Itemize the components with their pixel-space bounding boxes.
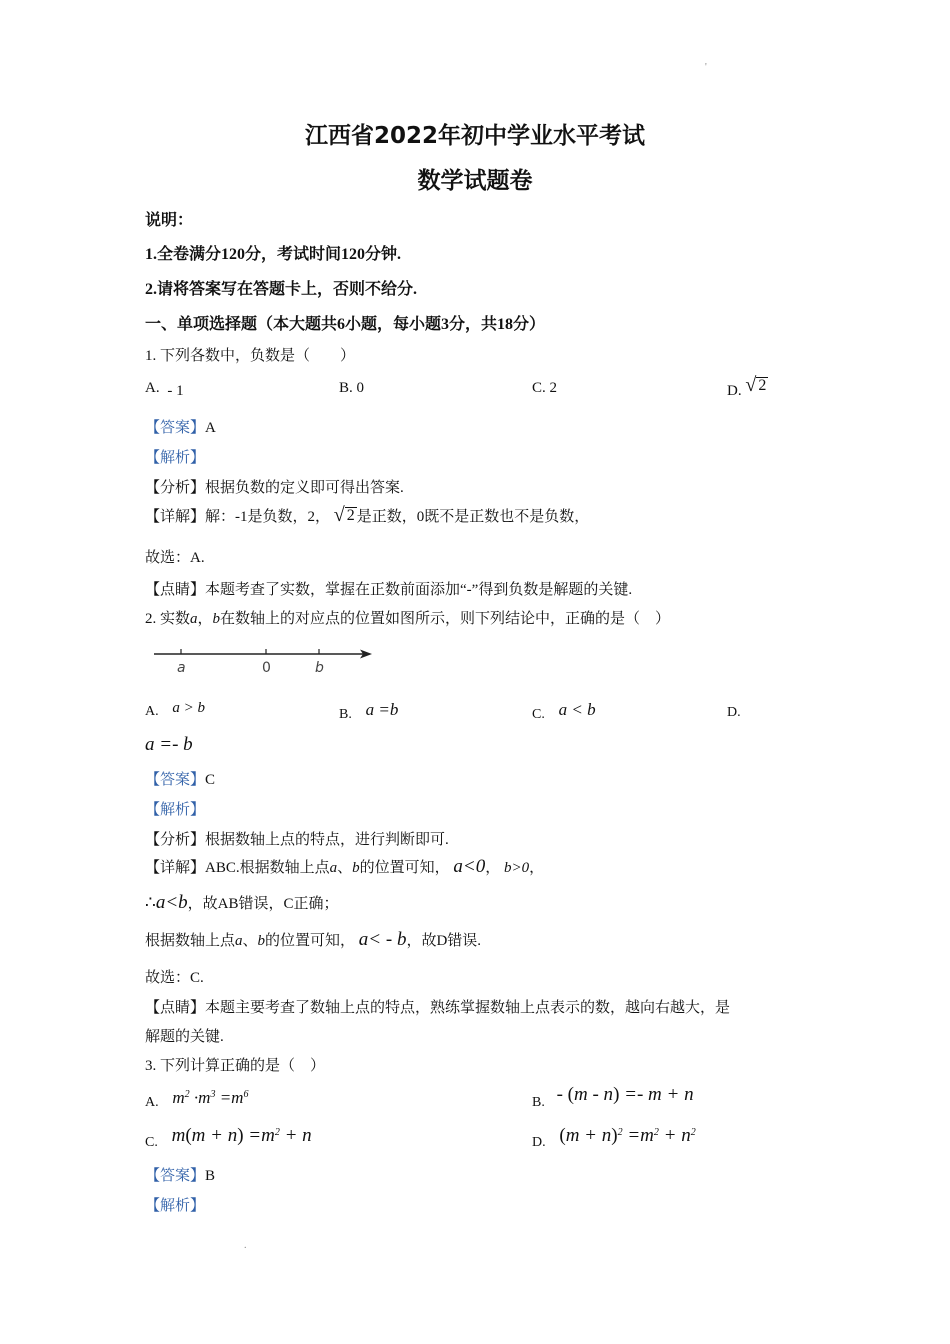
q1-option-d-label: D.	[727, 383, 742, 399]
q3-option-c-expr: $m(m + n) =m^2 + n$	[171, 1125, 312, 1146]
q2-xiangjie-3	[145, 929, 481, 951]
xiangjie-label: 【详解】	[145, 509, 206, 525]
q2-xj1-a: a	[329, 860, 338, 876]
q2-xj3-mid: 的位置可知，	[265, 933, 356, 949]
q2-option-d-label: D.	[727, 705, 741, 720]
q3-analysis-label: 【解析】	[145, 1198, 206, 1214]
q2-xj3-pre: 根据数轴上点	[145, 933, 236, 949]
q2-var-b: b	[212, 611, 221, 627]
q1-option-a-label: A.	[145, 380, 160, 396]
q3-option-d-label: D.	[532, 1135, 546, 1150]
q2-xj3-expr: a< - b	[358, 929, 407, 950]
q2-xj1-expr2: b>0	[503, 860, 530, 876]
q1-answer-value: A	[205, 420, 216, 436]
q1-fenxi-text: 根据负数的定义即可得出答案.	[205, 480, 404, 496]
q2-option-c	[532, 700, 596, 723]
answer-label: 【答案】	[145, 772, 206, 788]
q1-analysis-label: 【解析】	[145, 450, 206, 466]
q2-xiangjie-1	[145, 856, 544, 878]
q2-stem-post: 在数轴上的对应点的位置如图所示，则下列结论中，正确的是（ ）	[220, 611, 671, 627]
dianjing-label: 【点睛】	[145, 582, 206, 598]
q3-answer-value: B	[205, 1168, 216, 1184]
q2-option-a-label: A.	[145, 704, 159, 719]
q3-option-a-label: A.	[145, 1095, 159, 1110]
q3-option-a	[145, 1088, 248, 1108]
q2-option-b	[339, 700, 399, 723]
q1-option-a	[145, 380, 184, 397]
q1-stem: 1. 下列各数中，负数是（ ）	[145, 348, 356, 364]
q1-xiangjie	[145, 505, 589, 526]
q1-option-c: C. 2	[532, 380, 558, 396]
sqrt-symbol: √ 2	[333, 504, 355, 526]
q3-option-d-expr: $(m + n)^2 =m^2 + n^2$	[559, 1125, 696, 1146]
q3-answer	[145, 1164, 215, 1185]
q2-xj1-pre: ABC.根据数轴上点	[205, 860, 330, 876]
q1-xiangjie-post: 是正数，0既不是正数也不是负数，	[356, 509, 590, 525]
exam-title: 江西省2022年初中学业水平考试	[304, 123, 645, 149]
q2-xiangjie-2	[145, 892, 339, 914]
q3-option-c-label: C.	[145, 1135, 158, 1150]
q3-option-a-expr: $m^2 \cdot m^3 =m^6$	[172, 1088, 249, 1107]
q1-dianjing	[145, 578, 632, 599]
q2-var-a: a	[190, 611, 198, 627]
q1-choose: 故选：A.	[145, 550, 205, 566]
q2-option-c-label: C.	[532, 707, 545, 722]
q1-xiangjie-pre: 解：-1是负数，2，	[205, 509, 331, 525]
q1-xiangjie-radicand: 2	[346, 507, 355, 524]
q3-option-b	[532, 1084, 694, 1110]
q2-option-a-expr: a > b	[172, 700, 205, 716]
q2-option-b-label: B.	[339, 707, 352, 722]
section-heading: 一、单项选择题（本大题共6小题，每小题3分，共18分）	[145, 316, 546, 333]
q2-dianjing	[145, 996, 730, 1017]
q2-option-a	[145, 700, 205, 720]
therefore-symbol: ∴	[145, 893, 156, 912]
q1-option-a-value: - 1	[167, 383, 184, 399]
answer-label: 【答案】	[145, 420, 206, 436]
q2-xj3-post: ，故D错误.	[406, 933, 482, 949]
q1-fenxi	[145, 476, 404, 497]
q2-dianjing-text: 本题主要考查了数轴上点的特点，熟练掌握数轴上点表示的数，越向右越大，是	[205, 1000, 731, 1016]
q2-xj1-sep: 、	[337, 860, 353, 876]
q2-xj1-end: ，	[529, 860, 545, 876]
q2-xj2-expr: a<b	[155, 892, 188, 913]
q2-stem-pre: 2. 实数	[145, 611, 191, 627]
q1-option-d-radicand: 2	[758, 377, 767, 394]
q2-answer	[145, 768, 215, 789]
notes-heading: 说明：	[145, 212, 194, 229]
q2-fenxi	[145, 828, 449, 849]
fenxi-label: 【分析】	[145, 832, 206, 848]
q2-option-c-expr: a < b	[558, 700, 596, 719]
q2-option-d-expr: a =- b	[145, 734, 193, 755]
q2-option-b-expr: a =b	[365, 700, 399, 719]
fenxi-label: 【分析】	[145, 480, 206, 496]
q3-option-b-expr: - (m - n) =- m + n	[556, 1084, 694, 1105]
q3-stem: 3. 下列计算正确的是（ ）	[145, 1058, 326, 1074]
label-zero: 0	[262, 660, 271, 676]
q2-xj1-expr1: a<0	[453, 856, 486, 877]
number-line-diagram	[150, 643, 380, 679]
q2-xj3-sep: 、	[242, 933, 258, 949]
q2-comma: ，	[197, 611, 213, 627]
answer-label: 【答案】	[145, 1168, 206, 1184]
label-b: b	[315, 660, 324, 676]
q1-answer	[145, 416, 216, 437]
note-2: 2.请将答案写在答题卡上，否则不给分.	[145, 281, 418, 298]
header-mark: '	[705, 62, 707, 73]
q3-option-c	[145, 1125, 312, 1150]
q2-stem	[145, 607, 670, 628]
q2-fenxi-text: 根据数轴上点的特点，进行判断即可.	[205, 832, 449, 848]
q1-option-d	[727, 374, 768, 399]
q2-xj1-mid: 的位置可知，	[359, 860, 450, 876]
xiangjie-label: 【详解】	[145, 860, 206, 876]
dianjing-label: 【点睛】	[145, 1000, 206, 1016]
note-1: 1.全卷满分120分，考试时间120分钟.	[145, 246, 402, 263]
q2-xj3-a: a	[235, 933, 243, 949]
exam-subtitle: 数学试题卷	[417, 168, 533, 194]
q2-xj2-post: ，故AB错误，C正确；	[187, 896, 339, 912]
sqrt-symbol: √ 2	[745, 374, 767, 396]
q3-option-d	[532, 1125, 696, 1150]
q1-option-b: B. 0	[339, 380, 365, 396]
label-a: a	[177, 660, 186, 676]
q3-option-b-label: B.	[532, 1095, 545, 1110]
q2-xj1-comma: ，	[485, 860, 501, 876]
q2-analysis-label: 【解析】	[145, 802, 206, 818]
q1-dianjing-text: 本题考查了实数，掌握在正数前面添加“-”得到负数是解题的关键.	[205, 582, 633, 598]
q2-dianjing-cont: 解题的关键.	[145, 1029, 224, 1045]
footer-mark: .	[244, 1240, 247, 1251]
q2-xj3-b: b	[257, 933, 266, 949]
q2-answer-value: C	[205, 772, 216, 788]
q2-choose: 故选：C.	[145, 970, 204, 986]
q2-xj1-b: b	[352, 860, 360, 876]
